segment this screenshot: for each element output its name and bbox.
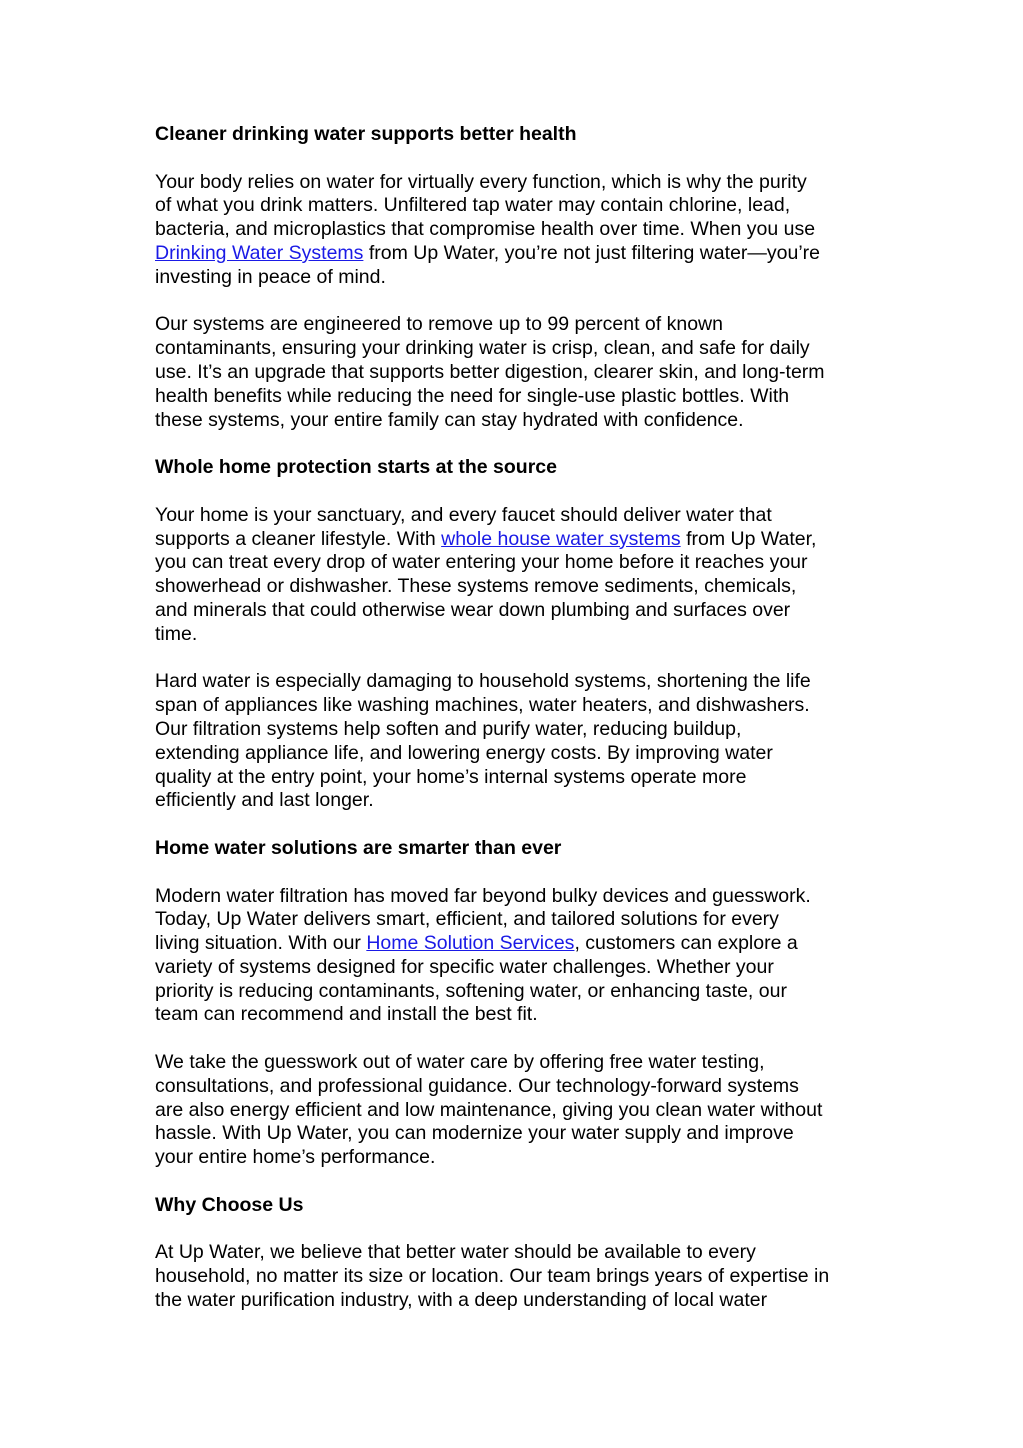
text-line: extending appliance life, and lowering energy costs. By improving water [155, 741, 773, 764]
section-heading-home-water-solutions: Home water solutions are smarter than ever [155, 836, 562, 859]
text-fragment: from Up Water, you’re not just filtering water—you’re [363, 241, 821, 264]
text-fragment: living situation. With our [155, 932, 367, 955]
text-line: household, no matter its size or location. Our team brings years of expertise in [155, 1265, 830, 1288]
text-line-with-link [155, 528, 875, 552]
text-line: of what you drink matters. Unfiltered tap water may contain chlorine, lead, [155, 194, 791, 217]
text-line: At Up Water, we believe that better water should be available to every [155, 1241, 756, 1264]
text-line: Your body relies on water for virtually every function, which is why the purity [155, 170, 807, 193]
paragraph-guesswork [155, 1051, 875, 1170]
text-line: bacteria, and microplastics that compromise health over time. When you use [155, 218, 816, 241]
paragraph-body-relies [155, 171, 875, 290]
text-line: use. It’s an upgrade that supports better digestion, clearer skin, and long-term [155, 360, 825, 383]
text-line: Our systems are engineered to remove up to 99 percent of known [155, 313, 723, 336]
text-line: priority is reducing contaminants, softening water, or enhancing taste, our [155, 979, 787, 1002]
paragraph-home-sanctuary [155, 504, 875, 647]
text-line: these systems, your entire family can stay hydrated with confidence. [155, 408, 744, 431]
text-line: you can treat every drop of water entering your home before it reaches your [155, 551, 808, 574]
document-page [155, 123, 875, 1337]
text-line: your entire home’s performance. [155, 1146, 436, 1169]
text-line: consultations, and professional guidance. Our technology-forward systems [155, 1074, 799, 1097]
text-line: variety of systems designed for specific water challenges. Whether your [155, 955, 774, 978]
text-fragment: from Up Water, [680, 527, 817, 550]
text-line: time. [155, 622, 198, 645]
section-heading-whole-home: Whole home protection starts at the source [155, 456, 557, 479]
text-line: hassle. With Up Water, you can modernize your water supply and improve [155, 1122, 794, 1145]
paragraph-modern-filtration [155, 885, 875, 1028]
home-solution-services-link[interactable]: Home Solution Services [366, 932, 575, 955]
text-line: quality at the entry point, your home’s internal systems operate more [155, 765, 747, 788]
text-line: Our filtration systems help soften and purify water, reducing buildup, [155, 717, 742, 740]
text-line: Today, Up Water delivers smart, efficient, and tailored solutions for every [155, 908, 779, 931]
text-line: contaminants, ensuring your drinking water is crisp, clean, and safe for daily [155, 337, 810, 360]
drinking-water-systems-link[interactable]: Drinking Water Systems [155, 241, 364, 264]
paragraph-at-up-water [155, 1241, 875, 1312]
text-line: Your home is your sanctuary, and every faucet should deliver water that [155, 503, 772, 526]
text-line: showerhead or dishwasher. These systems remove sediments, chemicals, [155, 575, 797, 598]
text-line: Hard water is especially damaging to household systems, shortening the life [155, 670, 811, 693]
text-line: Modern water filtration has moved far beyond bulky devices and guesswork. [155, 884, 811, 907]
text-fragment: , customers can explore a [574, 932, 798, 955]
text-line: and minerals that could otherwise wear down plumbing and surfaces over [155, 598, 791, 621]
text-line: We take the guesswork out of water care by offering free water testing, [155, 1051, 765, 1074]
paragraph-systems-engineered [155, 313, 875, 432]
text-line: are also energy efficient and low maintenance, giving you clean water without [155, 1098, 823, 1121]
text-fragment: supports a cleaner lifestyle. With [155, 527, 442, 550]
whole-house-water-systems-link[interactable]: whole house water systems [441, 527, 681, 550]
text-line: span of appliances like washing machines, water heaters, and dishwashers. [155, 694, 810, 717]
text-line: team can recommend and install the best fit. [155, 1003, 538, 1026]
paragraph-hard-water [155, 670, 875, 813]
text-line: the water purification industry, with a deep understanding of local water [155, 1289, 768, 1312]
text-line-with-link [155, 932, 875, 956]
text-line-with-link [155, 242, 875, 266]
section-heading-why-choose-us: Why Choose Us [155, 1193, 304, 1216]
text-line: health benefits while reducing the need for single-use plastic bottles. With [155, 384, 790, 407]
text-line: efficiently and last longer. [155, 789, 374, 812]
section-heading-drinking-water: Cleaner drinking water supports better health [155, 123, 577, 145]
text-line: investing in peace of mind. [155, 265, 386, 288]
